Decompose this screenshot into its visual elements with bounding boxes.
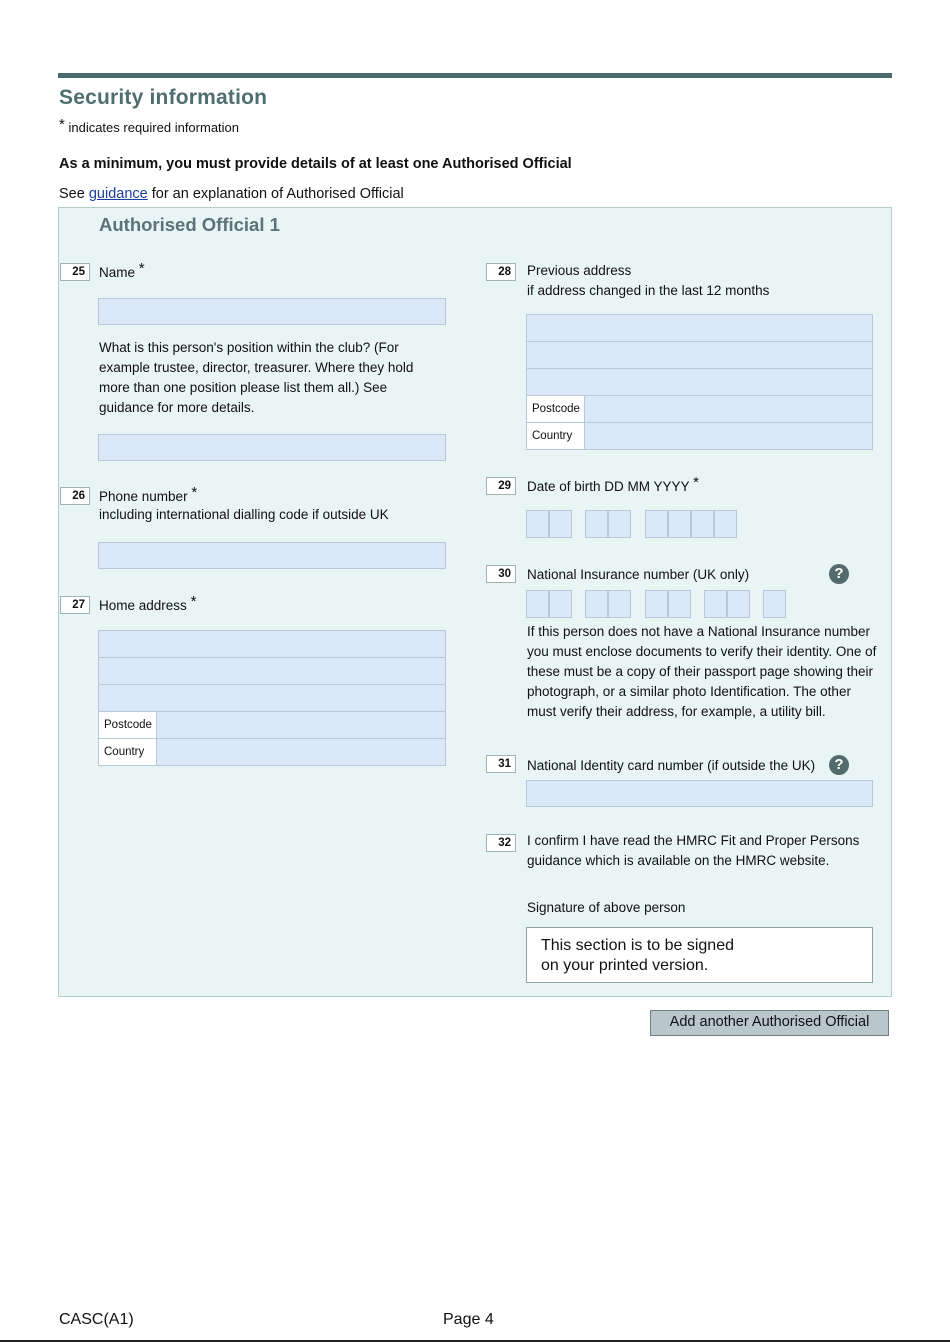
name-label — [99, 260, 145, 282]
see-guidance-line — [59, 186, 404, 202]
phone-required-star: * — [191, 484, 198, 501]
national-id-input[interactable] — [526, 780, 873, 807]
dob-label-text: Date of birth DD MM YYYY — [527, 479, 690, 494]
previous-address-sublabel: if address changed in the last 12 months — [527, 283, 770, 298]
home-postcode-label: Postcode — [99, 712, 157, 738]
dob-month-digit-1[interactable] — [585, 510, 608, 538]
national-id-label: National Identity card number (if outside the UK) — [527, 758, 816, 773]
dob-day-digit-2[interactable] — [549, 510, 572, 538]
signature-line-2: on your printed version. — [541, 957, 709, 974]
question-number-27: 27 — [60, 596, 90, 614]
previous-postcode-label: Postcode — [527, 396, 585, 422]
required-star: * — [59, 116, 65, 133]
home-address-required-star: * — [190, 593, 197, 610]
name-required-star: * — [138, 260, 145, 277]
question-number-31: 31 — [486, 755, 516, 773]
phone-input[interactable] — [98, 542, 446, 569]
signature-line-1: This section is to be signed — [541, 937, 734, 954]
ni-help-icon[interactable]: ? — [829, 564, 849, 584]
question-number-32: 32 — [486, 834, 516, 852]
ni-note: If this person does not have a National Insurance number you must enclose documents to verify their identity. One of these must be a copy of their passport page showing their photograph, or a similar photo Identification. The other must verify their address, for example, a utility bill. — [527, 624, 877, 719]
question-number-30: 30 — [486, 565, 516, 583]
dob-label — [527, 474, 699, 496]
page-bottom-rule — [0, 1340, 950, 1342]
question-number-26: 26 — [60, 487, 90, 505]
ni-char-9[interactable] — [763, 590, 786, 618]
ni-char-4[interactable] — [608, 590, 631, 618]
question-number-29: 29 — [486, 477, 516, 495]
previous-address-line-2[interactable] — [526, 341, 873, 369]
home-address-line-2[interactable] — [98, 657, 446, 685]
previous-country-label: Country — [527, 423, 585, 449]
previous-address-label: Previous address — [527, 263, 632, 278]
ni-char-5[interactable] — [645, 590, 668, 618]
dob-year-digit-2[interactable] — [668, 510, 691, 538]
required-note-text: indicates required information — [68, 120, 240, 135]
guidance-link[interactable]: guidance — [88, 186, 148, 202]
name-input[interactable] — [98, 298, 446, 325]
see-prefix: See — [59, 186, 85, 202]
ni-char-6[interactable] — [668, 590, 691, 618]
add-official-button[interactable]: Add another Authorised Official — [650, 1010, 889, 1036]
home-postcode-input[interactable] — [98, 711, 446, 739]
previous-address-line-3[interactable] — [526, 368, 873, 396]
national-id-help-icon[interactable]: ? — [829, 755, 849, 775]
position-input[interactable] — [98, 434, 446, 461]
previous-country-input[interactable] — [526, 422, 873, 450]
signature-label: Signature of above person — [527, 900, 686, 915]
ni-char-2[interactable] — [549, 590, 572, 618]
section-top-rule — [58, 73, 892, 78]
page-number: Page 4 — [443, 1311, 494, 1328]
dob-day-digit-1[interactable] — [526, 510, 549, 538]
ni-char-3[interactable] — [585, 590, 608, 618]
phone-label — [99, 484, 198, 506]
form-code: CASC(A1) — [59, 1311, 134, 1328]
ni-char-8[interactable] — [727, 590, 750, 618]
home-country-label: Country — [99, 739, 157, 765]
official-title: Authorised Official 1 — [99, 214, 280, 235]
phone-label-text: Phone number — [99, 489, 188, 504]
home-address-label — [99, 593, 197, 615]
home-country-input[interactable] — [98, 738, 446, 766]
section-title: Security information — [59, 86, 268, 109]
dob-year-digit-4[interactable] — [714, 510, 737, 538]
minimum-note: As a minimum, you must provide details of at least one Authorised Official — [59, 156, 572, 172]
dob-month-digit-2[interactable] — [608, 510, 631, 538]
previous-postcode-input[interactable] — [526, 395, 873, 423]
signature-box — [526, 927, 873, 983]
question-number-28: 28 — [486, 263, 516, 281]
position-help-text: What is this person's position within the club? (For example trustee, director, treasurer. Where they hold more than one position please list them all.) See guidance for more details. — [99, 340, 414, 415]
name-label-text: Name — [99, 265, 136, 280]
dob-year-digit-3[interactable] — [691, 510, 714, 538]
home-address-label-text: Home address — [99, 598, 187, 613]
ni-char-1[interactable] — [526, 590, 549, 618]
phone-sublabel: including international dialling code if outside UK — [99, 507, 389, 522]
dob-required-star: * — [693, 474, 699, 491]
required-note — [59, 116, 240, 137]
ni-char-7[interactable] — [704, 590, 727, 618]
see-suffix: for an explanation of Authorised Official — [151, 186, 404, 202]
confirm-text: I confirm I have read the HMRC Fit and Proper Persons guidance which is available on the HMRC website. — [527, 833, 860, 868]
previous-address-line-1[interactable] — [526, 314, 873, 342]
dob-year-digit-1[interactable] — [645, 510, 668, 538]
ni-number-label: National Insurance number (UK only) — [527, 567, 750, 582]
home-address-line-1[interactable] — [98, 630, 446, 658]
question-number-25: 25 — [60, 263, 90, 281]
home-address-line-3[interactable] — [98, 684, 446, 712]
